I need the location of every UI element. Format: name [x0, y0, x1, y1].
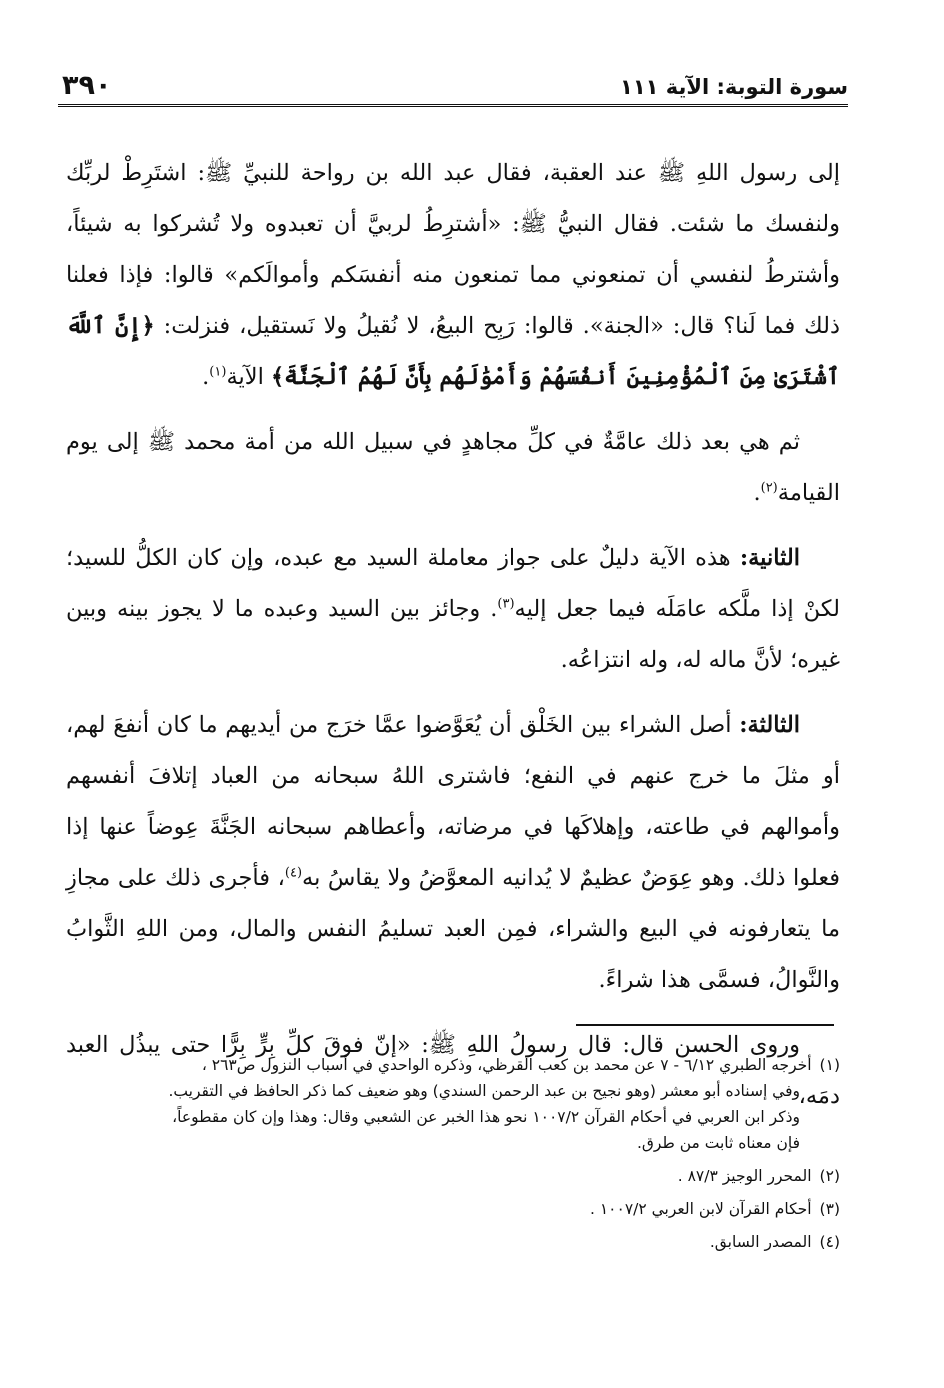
footnote-3 [66, 1196, 840, 1222]
paragraph-3-text: هذه الآية دليلٌ على جواز معاملة السيد مع عبده، وإن كان الكلُّ للسيد؛ لكنْ إذا ملَّكه عامَلَه فيما جعل إليه [66, 545, 840, 622]
paragraph-1-text: إلى رسول اللهِ ﷺ عند العقبة، فقال عبد الله بن رواحة للنبيِّ ﷺ: اشتَرِطْ لربِّك ولنفسك ما شئت. فقال النبيُّ ﷺ: «أشترِطُ لربيَّ أن تعبدوه ولا تُشركوا به شيئاً، وأشترطُ لنفسي أن تمنعوني مما تمنعون منه أنفسَكم وأموالَكم» قالوا: فإذا فعلنا ذلك فما لَنا؟ قال: «الجنة». قالوا: رَبِح البيعُ، لا نُقيلُ ولا نَستقيل، فنزلت: [66, 160, 840, 339]
paragraph-3 [66, 533, 840, 686]
footnote-3-number: (٣) [819, 1200, 840, 1218]
footnote-1-line-4: فإن معناه ثابت من طرق. [636, 1134, 800, 1152]
section-lead-second: الثانية: [739, 545, 800, 571]
footnote-3-text: أحكام القرآن لابن العربي ١٠٠٧/٢ . [589, 1200, 812, 1218]
paragraph-1-period: . [202, 364, 210, 390]
footnote-1-line-1 [66, 1052, 840, 1078]
paragraph-1-text-end: الآية [226, 364, 271, 390]
paragraph-4-text-end: ، فأجرى ذلك على مجازِ ما يتعارفونه في البيع والشراء، فمِن العبد تسليمُ النفس والمال، ومن اللهِ الثَّوابُ والنَّوالُ، فسمَّى هذا شراءً. [66, 865, 840, 993]
paragraph-1 [66, 148, 840, 403]
header-divider [58, 104, 848, 107]
page-number: ٣٩٠ [62, 70, 112, 101]
footnote-4-line-1 [66, 1229, 840, 1255]
page-header [62, 62, 848, 102]
footnotes [66, 1052, 840, 1262]
paragraph-5-text: وروى الحسن قال: قال رسولُ اللهِ ﷺ: «إنّ فوقَ كلِّ بِرٍّ بِرًّا حتى يبذُل العبد دمَه، [66, 1032, 840, 1109]
running-title: سورة التوبة: الآية ١١١ [620, 75, 848, 99]
footnote-1-line-2: وفي إسناده أبو معشر (وهو نجيح بن عبد الرحمن السندي) وهو ضعيف كما ذكر الحافظ في التقريب. [168, 1082, 800, 1100]
footnote-1-number: (١) [819, 1056, 840, 1074]
footnote-2 [66, 1163, 840, 1189]
footnote-3-line-1 [66, 1196, 840, 1222]
footnote-4-number: (٤) [819, 1233, 840, 1251]
footnote-ref-4[interactable]: (٤) [284, 865, 303, 881]
footnote-4-text: المصدر السابق. [709, 1233, 812, 1251]
footnote-divider [576, 1024, 834, 1026]
paragraph-3-text-end: . وجائز بين السيد وعبده ما لا يجوز بينه وبين غيره؛ لأنَّ ماله له، وله انتزاعُه. [66, 596, 840, 673]
footnote-ref-3[interactable]: (٣) [497, 596, 515, 612]
footnote-ref-1[interactable]: (١) [209, 364, 227, 380]
footnote-ref-2[interactable]: (٢) [760, 480, 778, 496]
footnote-2-number: (٢) [819, 1167, 840, 1185]
footnote-1-line-3: وذكر ابن العربي في أحكام القرآن ١٠٠٧/٢ نحو هذا الخبر عن الشعبي وقال: وهذا وإن كان مقطوعاً، [172, 1108, 800, 1126]
footnote-1-text-1: أخرجه الطبري ٦/١٢ - ٧ عن محمد بن كعب القرظي، وذكره الواحدي في أسباب النزول ص٢٦٣ ، [201, 1056, 812, 1074]
paragraph-2-period: . [753, 480, 761, 506]
section-lead-third: الثالثة: [739, 712, 800, 738]
paragraph-4-text: أصل الشراء بين الخَلْق أن يُعَوَّضوا عمَّا خرَج من أيديهم ما كان أنفعَ لهم، أو مثلَ ما خرج عنهم في النفع؛ فاشترى اللهُ سبحانه من العباد إتلافَ أنفسهم وأموالهم في طاعته، وإهلاكَها في مرضاته، وأعطاهم سبحانه الجَنَّةَ عِوضاً عنها إذا فعلوا ذلك. وهو عِوَضٌ عظيمٌ لا يُدانيه المعوَّضُ ولا يقاسُ به [66, 712, 840, 891]
footnote-4 [66, 1229, 840, 1255]
paragraph-4 [66, 700, 840, 1006]
footnote-2-line-1 [66, 1163, 840, 1189]
main-text [66, 148, 840, 1136]
paragraph-2 [66, 417, 840, 519]
footnote-2-text: المحرر الوجيز ٨٧/٣ . [677, 1167, 812, 1185]
quran-verse: ﴿إِنَّ ٱللَّهَ ٱشْتَرَىٰ مِنَ ٱلْمُؤْمِنِينَ أَنفُسَهُمْ وَأَمْوَٰلَهُم بِأَنَّ لَهُمُ ٱلْجَنَّةَ﴾ [66, 313, 840, 390]
paragraph-2-text: ثم هي بعد ذلك عامَّةٌ في كلِّ مجاهدٍ في سبيل الله من أمة محمد ﷺ إلى يوم القيامة [66, 429, 840, 506]
footnote-1 [66, 1052, 840, 1156]
